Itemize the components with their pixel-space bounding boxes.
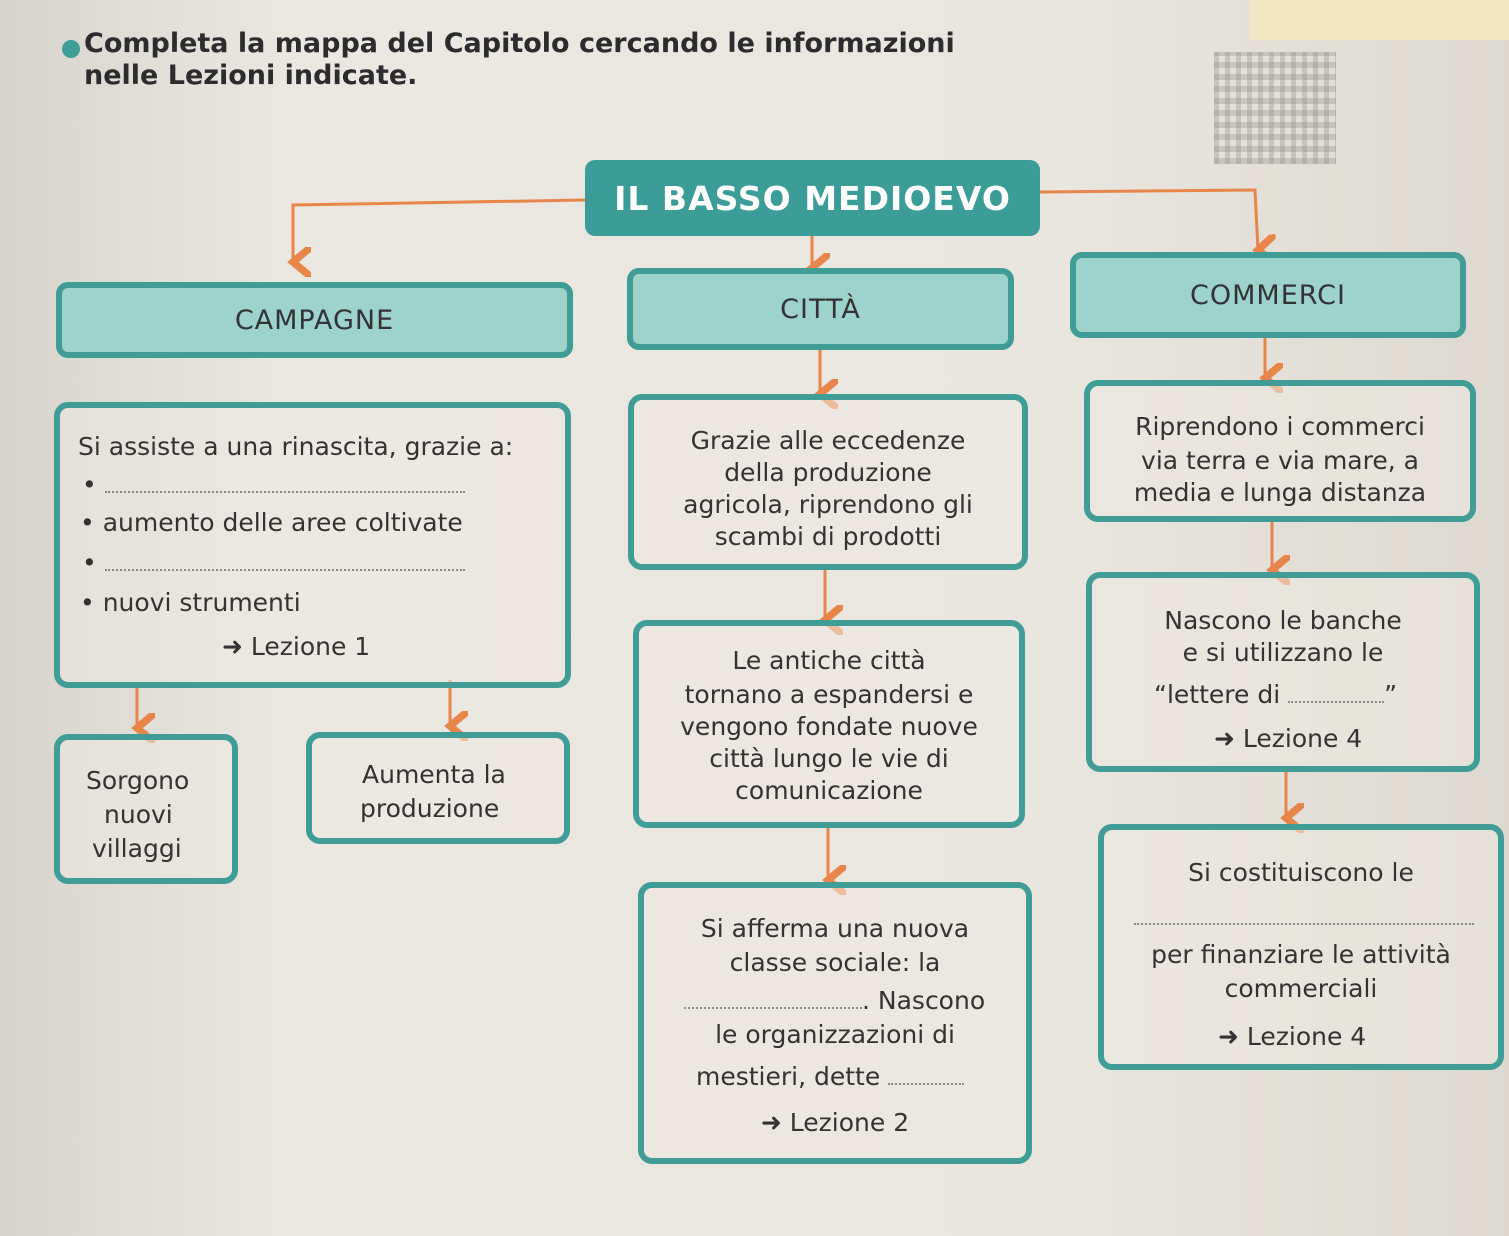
banche-lesson-text: Lezione 4 <box>1242 724 1363 753</box>
costituiscono-line-2: per finanziare le attività <box>1151 940 1451 969</box>
classe-line-3-text: . Nascono <box>862 986 986 1015</box>
campagne-bullet-strumenti-text: nuovi strumenti <box>102 588 301 617</box>
classe-lesson-text: Lezione 2 <box>789 1108 910 1137</box>
campagne-rinascita-box <box>54 402 571 688</box>
citta-classe-box <box>638 882 1032 1164</box>
commerci-riprendono-box <box>1084 380 1476 522</box>
campagne-bullet-strumenti: • nuovi strumenti <box>80 588 301 617</box>
scambi-line-4: scambi di prodotti <box>714 522 942 551</box>
espansione-line-1: Le antiche città <box>732 646 926 675</box>
instruction-line-2: nelle Lezioni indicate. <box>84 60 418 91</box>
campagne-bullet-aree: • aumento delle aree coltivate <box>80 508 463 537</box>
costituiscono-line-3: commerciali <box>1224 974 1378 1003</box>
campagne-blank-1: • <box>82 470 465 500</box>
costituiscono-blank <box>1134 902 1474 932</box>
costituiscono-lesson-ref <box>1218 1022 1366 1052</box>
villaggi-line-3: villaggi <box>92 834 182 863</box>
villaggi-line-1: Sorgono <box>86 766 190 795</box>
arrow-title-to-commerci <box>1040 190 1258 250</box>
map-title: IL BASSO MEDIOEVO <box>585 160 1040 236</box>
riprendono-line-3: media e lunga distanza <box>1133 478 1427 507</box>
header-commerci: COMMERCI <box>1070 252 1466 338</box>
riprendono-line-1: Riprendono i commerci <box>1135 412 1425 441</box>
banche-line-3 <box>1154 680 1397 710</box>
campagne-intro: Si assiste a una rinascita, grazie a: <box>78 432 514 461</box>
classe-line-5 <box>696 1062 964 1092</box>
commerci-banche-box <box>1086 572 1480 772</box>
costituiscono-line-1: Si costituiscono le <box>1188 858 1414 887</box>
citta-scambi-box <box>628 394 1028 570</box>
commerci-costituiscono-box <box>1098 824 1504 1070</box>
banche-line-3-close: ” <box>1384 680 1398 709</box>
header-campagne: CAMPAGNE <box>56 282 573 358</box>
produzione-line-2: produzione <box>360 794 500 823</box>
arrow-right-icon: ➜ <box>760 1108 782 1137</box>
scambi-line-2: della produzione <box>724 458 932 487</box>
classe-line-1: Si afferma una nuova <box>700 914 970 943</box>
riprendono-line-2: via terra e via mare, a <box>1141 446 1419 475</box>
classe-line-2: classe sociale: la <box>729 948 941 977</box>
arrow-right-icon: ➜ <box>222 632 243 661</box>
campagne-lesson-ref <box>222 632 370 662</box>
scambi-line-1: Grazie alle eccedenze <box>690 426 966 455</box>
banche-lesson-ref <box>1214 724 1362 754</box>
classe-lesson-ref <box>644 1108 1026 1138</box>
classe-line-4: le organizzazioni di <box>715 1020 955 1049</box>
citta-espansione-box <box>633 620 1025 828</box>
campagne-blank-2: • <box>82 548 465 578</box>
arrow-right-icon: ➜ <box>1214 724 1235 753</box>
villaggi-line-2: nuovi <box>104 800 173 829</box>
produzione-line-1: Aumenta la <box>362 760 506 789</box>
espansione-line-2: tornano a espandersi e <box>684 680 974 709</box>
produzione-box <box>306 732 570 844</box>
villaggi-box <box>54 734 238 884</box>
instruction-line-1: Completa la mappa del Capitolo cercando le informazioni <box>84 28 955 59</box>
campagne-bullet-aree-text: aumento delle aree coltivate <box>102 508 463 537</box>
scambi-line-3: agricola, riprendono gli <box>683 490 973 519</box>
classe-line-3 <box>684 986 985 1016</box>
classe-line-5-text: mestieri, dette <box>696 1062 881 1091</box>
espansione-line-5: comunicazione <box>735 776 923 805</box>
espansione-line-4: città lungo le vie di <box>709 744 949 773</box>
banche-line-3-text: “lettere di <box>1154 680 1281 709</box>
costituiscono-lesson-text: Lezione 4 <box>1246 1022 1367 1051</box>
arrow-title-to-campagne <box>293 200 585 262</box>
banche-line-2: e si utilizzano le <box>1182 638 1384 667</box>
arrow-right-icon: ➜ <box>1218 1022 1239 1051</box>
espansione-line-3: vengono fondate nuove <box>680 712 978 741</box>
banche-line-1: Nascono le banche <box>1164 606 1402 635</box>
header-citta: CITTÀ <box>627 268 1014 350</box>
campagne-lesson-text: Lezione 1 <box>250 632 371 661</box>
